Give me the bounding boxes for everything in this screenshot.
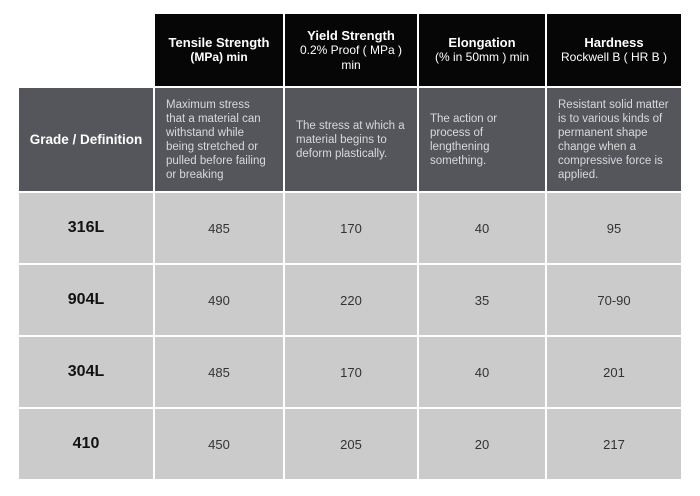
value-cell-304l-tensile: 485 bbox=[155, 337, 283, 407]
value-cell-316l-yield: 170 bbox=[285, 193, 417, 263]
column-header-hardness bbox=[547, 14, 681, 86]
value-cell-410-elongation: 20 bbox=[419, 409, 545, 479]
definition-elongation: The action or process of lengthening something. bbox=[419, 88, 545, 191]
value-cell-904l-hardness: 70-90 bbox=[547, 265, 681, 335]
grade-definition-header: Grade / Definition bbox=[19, 88, 153, 191]
column-header-title: Elongation bbox=[448, 35, 516, 50]
column-header-subtitle: (MPa) min bbox=[190, 50, 248, 64]
value-cell-304l-yield: 170 bbox=[285, 337, 417, 407]
column-header-tensile-strength bbox=[155, 14, 283, 86]
value-cell-410-hardness: 217 bbox=[547, 409, 681, 479]
definition-yield-strength: The stress at which a material begins to deform plastically. bbox=[285, 88, 417, 191]
value-cell-304l-hardness: 201 bbox=[547, 337, 681, 407]
column-header-subtitle: Rockwell B ( HR B ) bbox=[560, 50, 667, 64]
column-header-title: Tensile Strength bbox=[168, 35, 270, 50]
definition-hardness: Resistant solid matter is to various kinds of permanent shape change when a compressive force is applied. bbox=[547, 88, 681, 191]
value-cell-304l-elongation: 40 bbox=[419, 337, 545, 407]
value-cell-316l-hardness: 95 bbox=[547, 193, 681, 263]
value-cell-904l-yield: 220 bbox=[285, 265, 417, 335]
grade-cell-904l: 904L bbox=[19, 265, 153, 335]
value-cell-410-yield: 205 bbox=[285, 409, 417, 479]
value-cell-316l-tensile: 485 bbox=[155, 193, 283, 263]
definition-tensile-strength: Maximum stress that a material can withstand while being stretched or pulled before failing or breaking bbox=[155, 88, 283, 191]
grade-cell-410: 410 bbox=[19, 409, 153, 479]
value-cell-410-tensile: 450 bbox=[155, 409, 283, 479]
column-header-subtitle: 0.2% Proof ( MPa ) min bbox=[299, 42, 403, 72]
grade-cell-316l: 316L bbox=[19, 193, 153, 263]
column-header-title: Hardness bbox=[584, 35, 644, 50]
column-header-title: Yield Strength bbox=[307, 27, 395, 43]
grade-cell-304l: 304L bbox=[19, 337, 153, 407]
material-properties-table bbox=[19, 14, 681, 479]
value-cell-316l-elongation: 40 bbox=[419, 193, 545, 263]
header-corner-spacer bbox=[19, 14, 153, 86]
column-header-subtitle: (% in 50mm ) min bbox=[434, 50, 529, 64]
column-header-yield-strength bbox=[285, 14, 417, 86]
value-cell-904l-tensile: 490 bbox=[155, 265, 283, 335]
column-header-elongation bbox=[419, 14, 545, 86]
value-cell-904l-elongation: 35 bbox=[419, 265, 545, 335]
